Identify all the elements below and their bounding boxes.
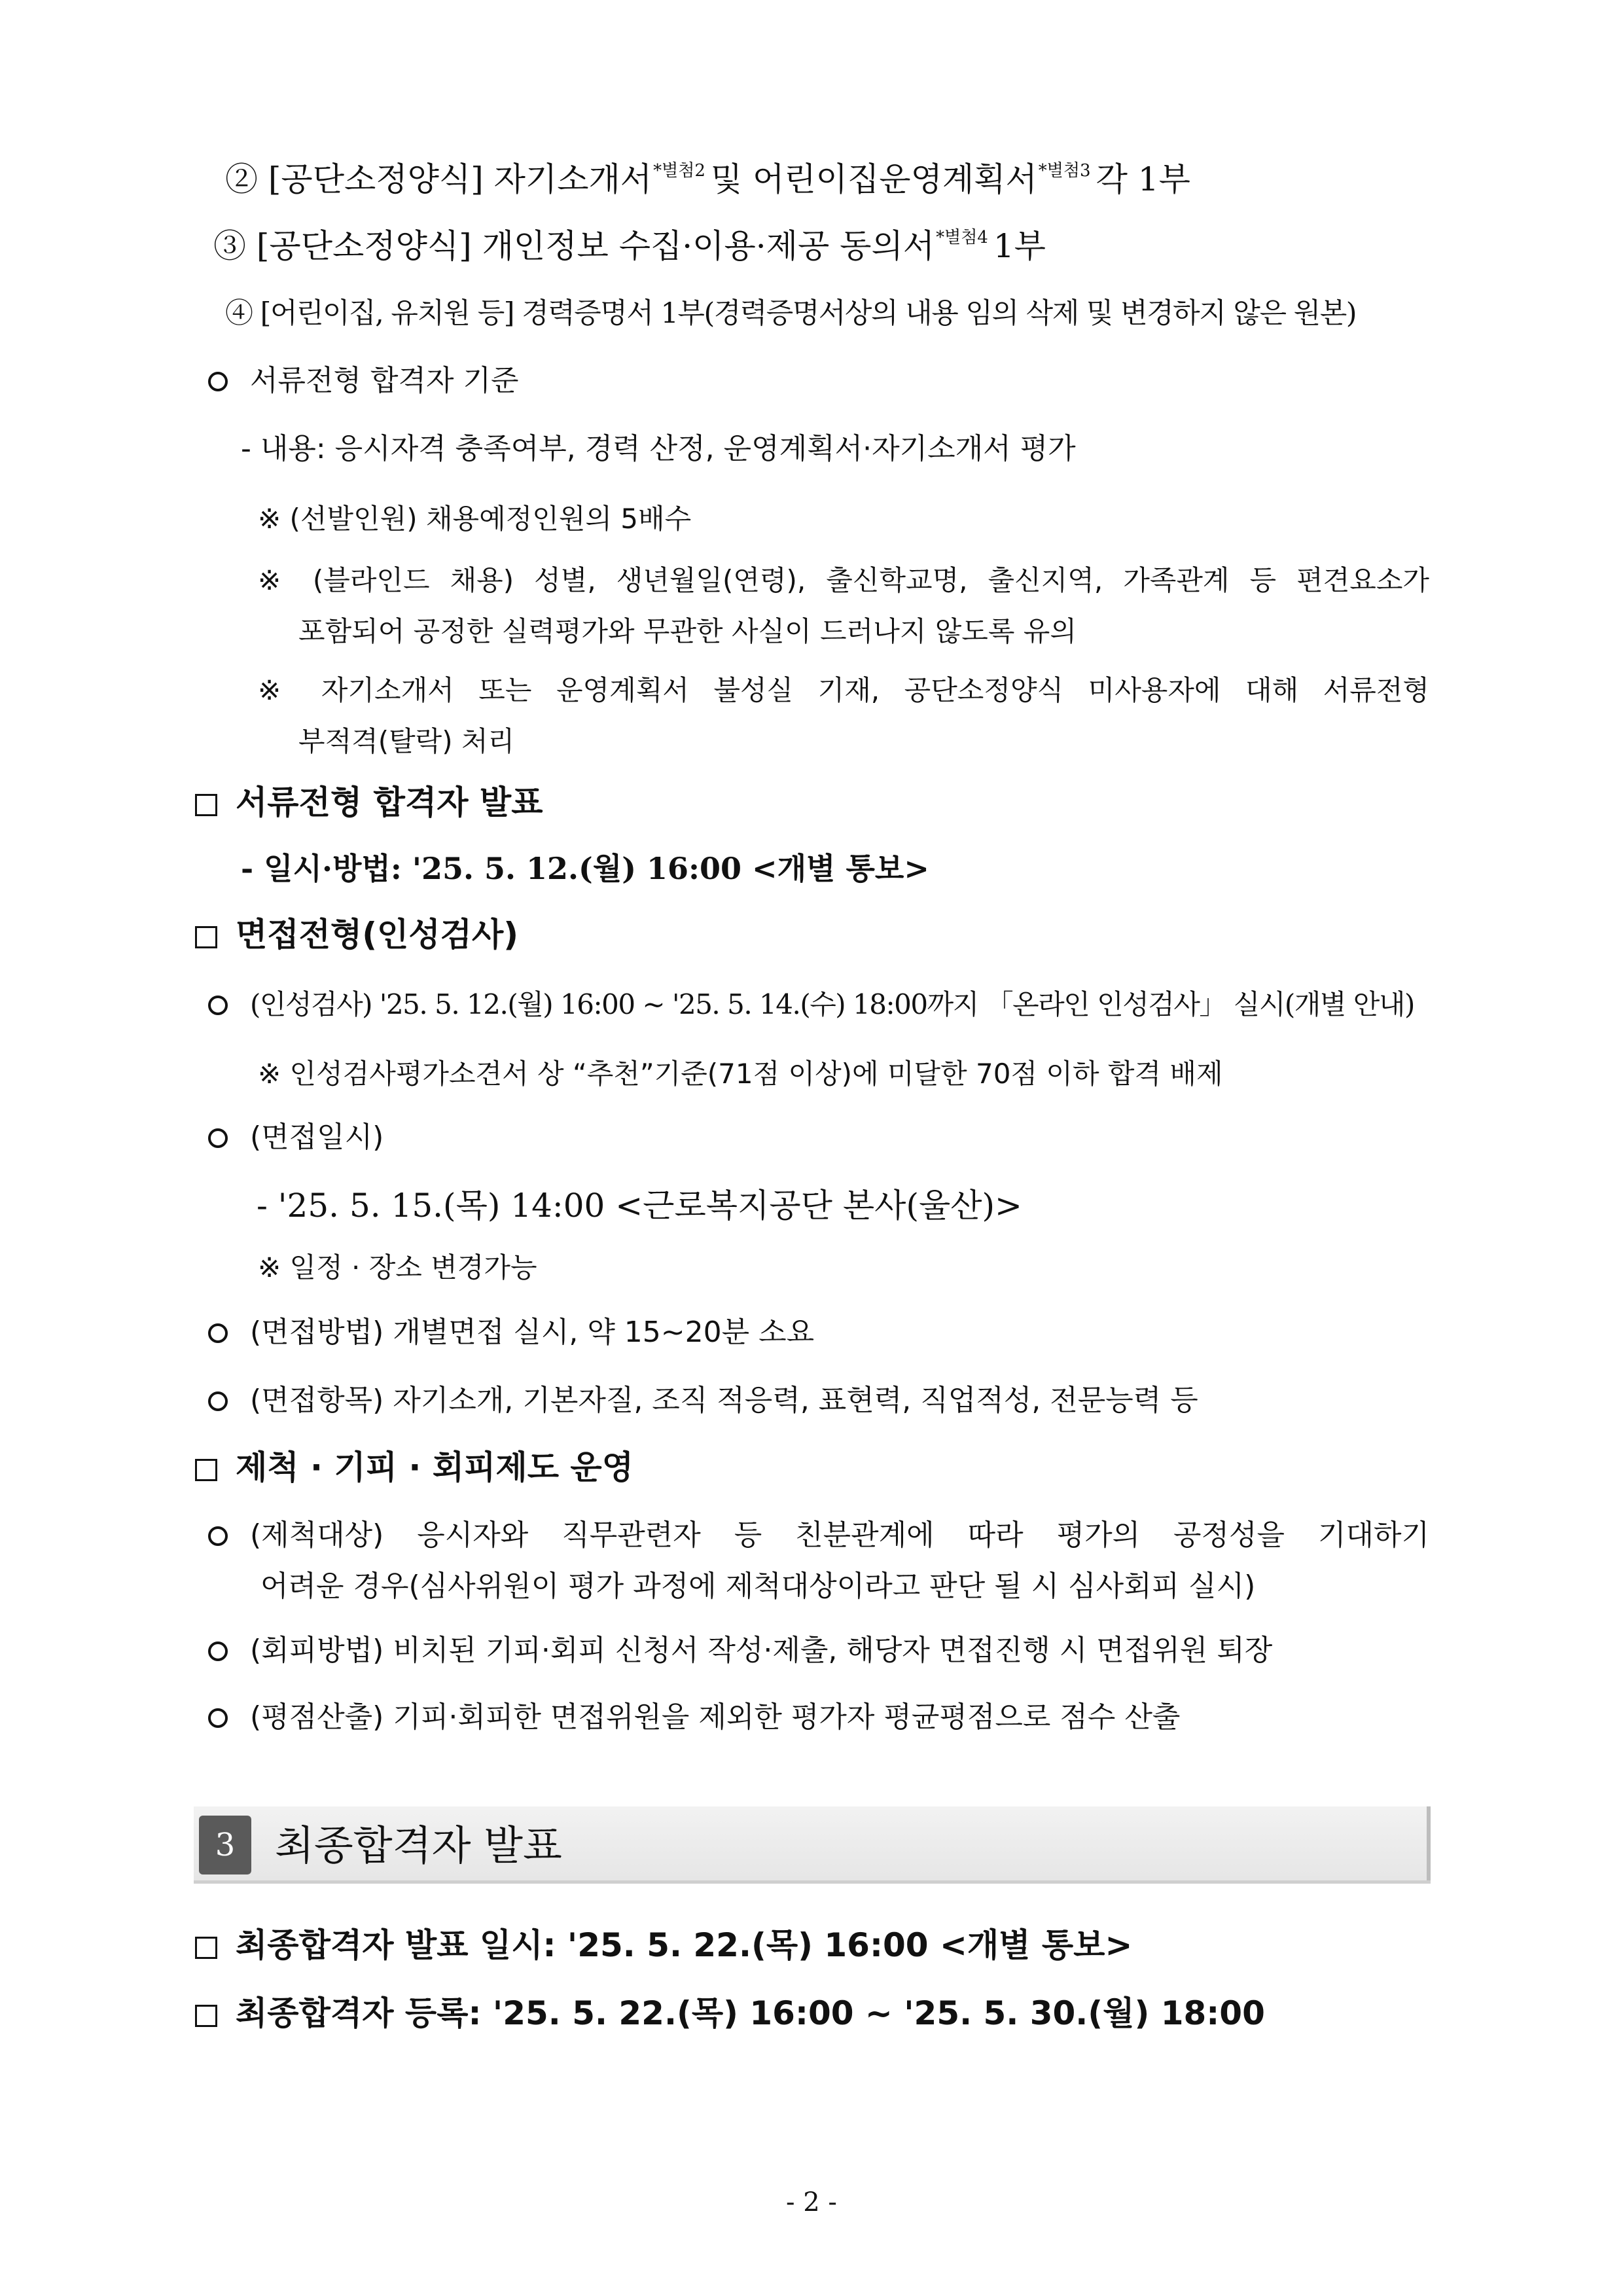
- item-2-end: 각 1부: [1096, 160, 1190, 198]
- doc-line-recusal-method: [208, 1634, 1272, 1668]
- page-number: - 2 -: [786, 2187, 837, 2217]
- item-2-sup-2: *별첨3: [1038, 161, 1091, 181]
- doc-line-note-blind-a: [258, 564, 1429, 597]
- circle-bullet-icon: [208, 1128, 228, 1148]
- checkbox-square-icon: [195, 1459, 217, 1481]
- item-3-end: 1부: [993, 227, 1046, 265]
- heading-doc-result-text: 서류전형 합격자 발표: [236, 783, 543, 821]
- section-header-bar: [194, 1806, 1431, 1884]
- doc-line-recusal-target-b: 어려운 경우(심사위원이 평가 과정에 제척대상이라고 판단 될 시 심사회피 실시): [260, 1570, 1256, 1603]
- doc-line-interview-schedule: - '25. 5. 15.(목) 14:00 <근로복지공단 본사(울산)>: [257, 1187, 1022, 1225]
- doc-line-interview-date: [208, 1121, 383, 1155]
- doc-line-interview-method: [208, 1316, 814, 1350]
- item-3-text: ③ [공단소정양식] 개인정보 수집·이용·제공 동의서: [213, 227, 935, 265]
- section-title: 최종합격자 발표: [275, 1821, 562, 1869]
- final-announce-text: 최종합격자 발표 일시: '25. 5. 22.(목) 16:00 <개별 통보>: [236, 1926, 1133, 1964]
- interview-date-text: (면접일시): [250, 1121, 384, 1154]
- recusal-target-a-text: (제척대상) 응시자와 직무관련자 등 친분관계에 따라 평가의 공정성을 기대하기: [250, 1518, 1429, 1552]
- doc-heading-doc-result: [195, 783, 543, 822]
- section-bar-edge: [1427, 1806, 1431, 1880]
- note-blind-a-text: ※ (블라인드 채용) 성별, 생년월일(연령), 출신학교명, 출신지역, 가족관계 등 편견요소가: [258, 564, 1429, 596]
- doc-line-personality: [208, 988, 1414, 1021]
- final-register-text: 최종합격자 등록: '25. 5. 22.(목) 16:00 ~ '25. 5. 30.(월) 18:00: [236, 1994, 1265, 2032]
- doc-line-note-disq-b: 부적격(탈락) 처리: [298, 725, 515, 757]
- checkbox-square-icon: [195, 926, 217, 948]
- checkbox-square-icon: [195, 1937, 217, 1959]
- circle-bullet-icon: [208, 1708, 228, 1728]
- doc-line-criteria: [208, 364, 519, 399]
- circle-bullet-icon: [208, 1526, 228, 1546]
- doc-line-note-selection: ※ (선발인원) 채용예정인원의 5배수: [258, 503, 692, 535]
- circle-bullet-icon: [208, 996, 228, 1015]
- score-calc-text: (평점산출) 기피·회피한 면접위원을 제외한 평가자 평균평점으로 점수 산출: [250, 1700, 1181, 1734]
- recusal-target-a-wrap: [208, 1518, 1429, 1553]
- criteria-text: 서류전형 합격자 기준: [250, 364, 519, 397]
- item-2-text: ② [공단소정양식] 자기소개서: [225, 160, 652, 198]
- doc-heading-final-announce: [195, 1926, 1132, 1965]
- note-disq-a-text: ※ 자기소개서 또는 운영계획서 불성실 기재, 공단소정양식 미사용자에 대해 서류전형: [258, 674, 1429, 706]
- checkbox-square-icon: [195, 2005, 217, 2027]
- doc-line-item-2: [225, 160, 1190, 199]
- doc-heading-recusal: [195, 1448, 633, 1487]
- heading-interview-text: 면접전형(인성검사): [236, 916, 519, 954]
- doc-heading-interview: [195, 915, 518, 954]
- item-2-sup-1: *별첨2: [653, 161, 705, 181]
- doc-line-note-change: ※ 일정 · 장소 변경가능: [258, 1251, 537, 1283]
- doc-heading-final-register: [195, 1994, 1265, 2033]
- doc-line-interview-items: [208, 1384, 1198, 1418]
- doc-line-note-disq-a: [258, 674, 1429, 707]
- item-3-sup: *별첨4: [936, 228, 988, 247]
- circle-bullet-icon: [208, 1641, 228, 1661]
- personality-text: (인성검사) '25. 5. 12.(월) 16:00 ~ '25. 5. 14.(수) 18:00까지 「온라인 인성검사」 실시(개별 안내): [250, 988, 1414, 1020]
- interview-items-text: (면접항목) 자기소개, 기본자질, 조직 적응력, 표현력, 직업적성, 전문능력 등: [250, 1384, 1198, 1417]
- recusal-method-text: (회피방법) 비치된 기피·회피 신청서 작성·제출, 해당자 면접진행 시 면접위원 퇴장: [250, 1634, 1273, 1667]
- item-2-mid: 및 어린이집운영계획서: [710, 160, 1037, 198]
- doc-line-note-blind-b: 포함되어 공정한 실력평가와 무관한 사실이 드러나지 않도록 유의: [298, 615, 1077, 647]
- doc-line-recusal-target-a: [208, 1518, 1429, 1553]
- checkbox-square-icon: [195, 794, 217, 816]
- doc-line-note-personality: ※ 인성검사평가소견서 상 “추천”기준(71점 이상)에 미달한 70점 이하 합격 배제: [258, 1058, 1223, 1090]
- doc-line-score-calc: [208, 1700, 1180, 1735]
- doc-line-content: - 내용: 응시자격 충족여부, 경력 산정, 운영계획서·자기소개서 평가: [241, 432, 1076, 465]
- section-number-badge: 3: [199, 1816, 251, 1874]
- doc-line-item-4: ④ [어린이집, 유치원 등] 경력증명서 1부(경력증명서상의 내용 임의 삭제 및 변경하지 않은 원본): [225, 297, 1357, 330]
- doc-line-doc-result-date: - 일시·방법: '25. 5. 12.(월) 16:00 <개별 통보>: [241, 851, 929, 886]
- interview-method-text: (면접방법) 개별면접 실시, 약 15~20분 소요: [250, 1316, 815, 1349]
- circle-bullet-icon: [208, 372, 228, 391]
- circle-bullet-icon: [208, 1391, 228, 1411]
- circle-bullet-icon: [208, 1323, 228, 1343]
- heading-recusal-text: 제척 · 기피 · 회피제도 운영: [236, 1448, 634, 1486]
- doc-line-item-3: [213, 226, 1046, 266]
